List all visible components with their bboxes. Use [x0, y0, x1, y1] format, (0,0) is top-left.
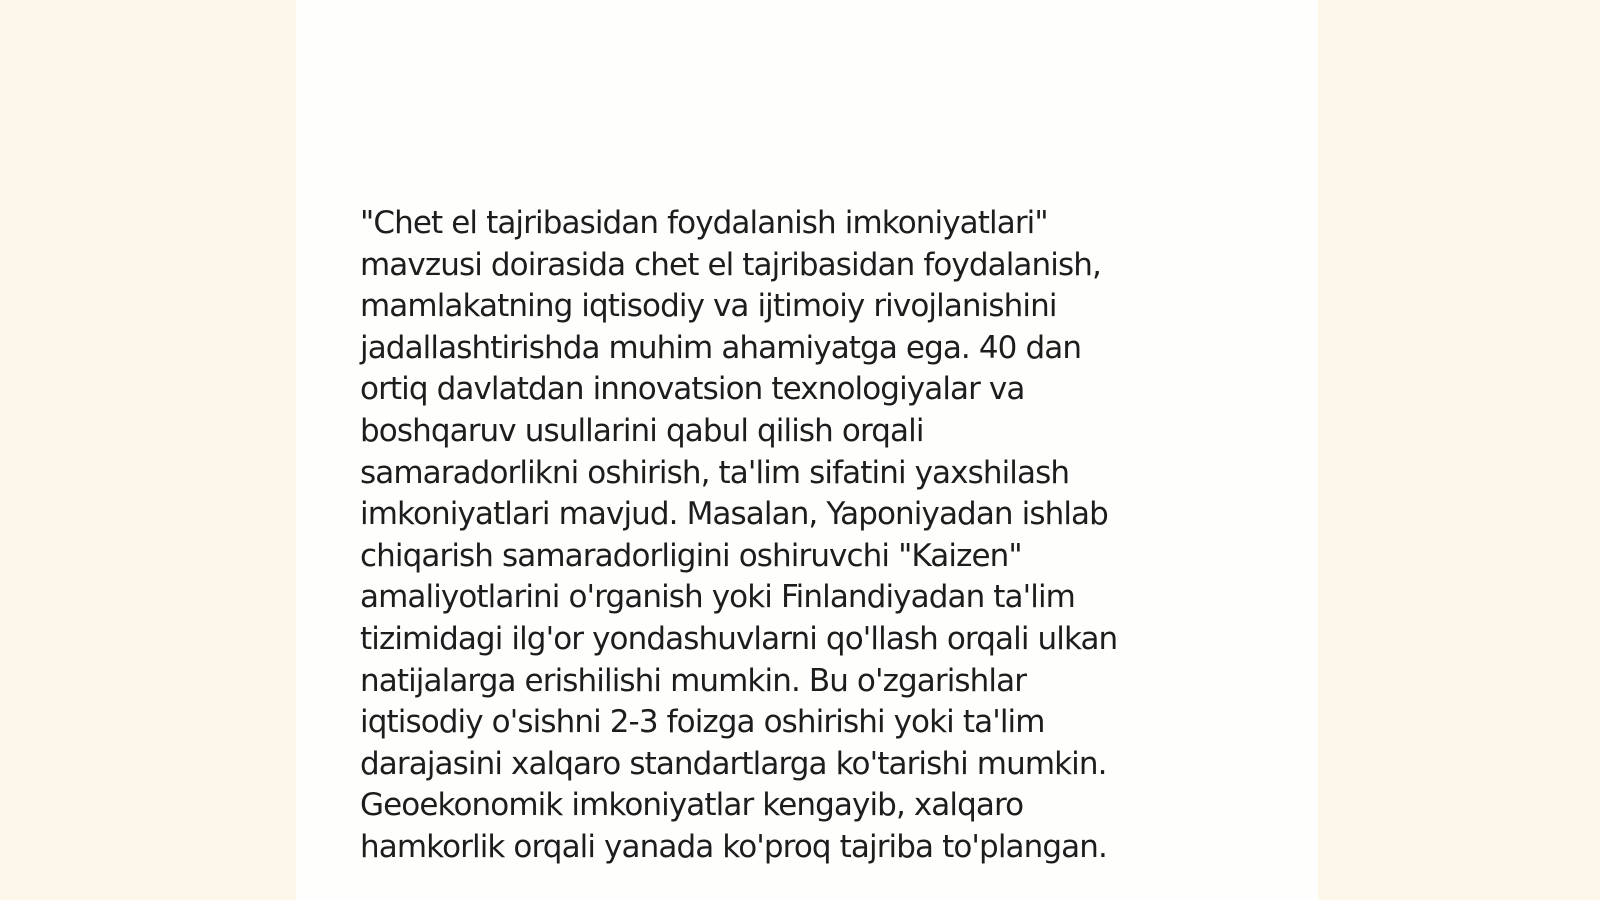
body-paragraph: [360, 203, 1240, 869]
paragraph-line: Geoekonomik imkoniyatlar kengayib, xalqaro: [360, 787, 1024, 824]
paragraph-line: imkoniyatlari mavjud. Masalan, Yaponiyadan ishlab: [360, 496, 1108, 533]
paragraph-line: samaradorlikni oshirish, ta'lim sifatini yaxshilash: [360, 454, 1070, 491]
paragraph-line: iqtisodiy o'sishni 2-3 foizga oshirishi yoki ta'lim: [360, 704, 1045, 741]
paragraph-line: jadallashtirishda muhim ahamiyatga ega. 40 dan: [360, 329, 1082, 366]
document-page: [296, 0, 1318, 900]
paragraph-line: mamlakatning iqtisodiy va ijtimoiy rivojlanishini: [360, 288, 1057, 325]
paragraph-line: chiqarish samaradorligini oshiruvchi "Kaizen": [360, 537, 1022, 574]
paragraph-line: mavzusi doirasida chet el tajribasidan foydalanish,: [360, 246, 1101, 283]
paragraph-line: boshqaruv usullarini qabul qilish orqali: [360, 412, 924, 449]
paragraph-line: amaliyotlarini o'rganish yoki Finlandiyadan ta'lim: [360, 579, 1075, 616]
paragraph-line: natijalarga erishilishi mumkin. Bu o'zgarishlar: [360, 662, 1027, 699]
paragraph-line: tizimidagi ilg'or yondashuvlarni qo'llash orqali ulkan: [360, 620, 1118, 657]
paragraph-line: hamkorlik orqali yanada ko'proq tajriba to'plangan.: [360, 828, 1107, 865]
paragraph-line: ortiq davlatdan innovatsion texnologiyalar va: [360, 371, 1025, 408]
paragraph-line: darajasini xalqaro standartlarga ko'tarishi mumkin.: [360, 745, 1107, 782]
paragraph-line: "Chet el tajribasidan foydalanish imkoniyatlari": [360, 205, 1048, 241]
